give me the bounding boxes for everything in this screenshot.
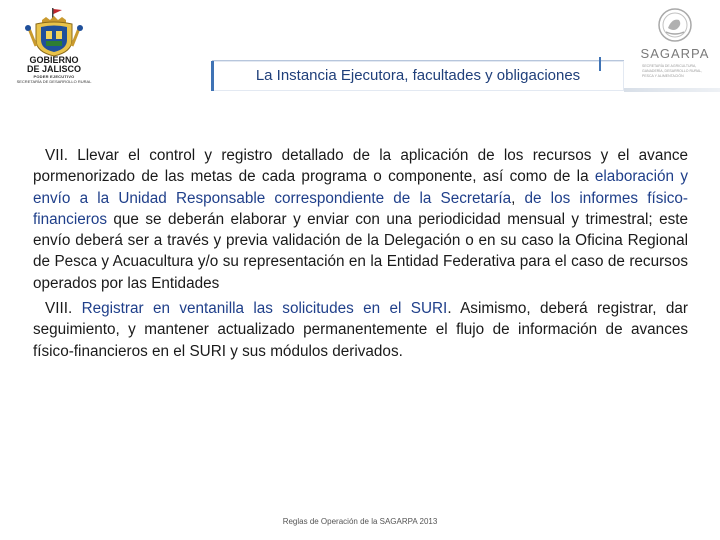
item-number-viii: VIII.: [45, 300, 73, 318]
paragraph-vii-text-2: ,: [511, 189, 525, 207]
gobierno-jalisco-logo: [6, 6, 102, 102]
logo-gobierno-text: GOBIERNO: [29, 55, 79, 65]
paragraph-viii-highlight-1: Registrar en ventanilla las solicitudes en el SURI: [72, 300, 448, 318]
paragraph-vii-highlight-1: elaboración y envío a la Unidad Responsable correspondiente de la Secretaría: [33, 168, 688, 207]
page-title: La Instancia Ejecutora, facultades y obligaciones: [255, 67, 581, 84]
logo-jalisco-text: DE JALISCO: [26, 64, 81, 74]
logo-poder-text: PODER EJECUTIVO: [33, 74, 75, 79]
sagarpa-logo: [632, 6, 718, 90]
paragraph-vii: [33, 145, 688, 294]
sagarpa-subtitle: SECRETARÍA DE AGRICULTURA, GANADERÍA, DESARROLLO RURAL, PESCA Y ALIMENTACIÓN: [642, 64, 703, 78]
item-number-vii: VII.: [45, 147, 68, 164]
sagarpa-name: SAGARPA: [640, 46, 710, 61]
paragraph-vii-text-3: que se deberán elaborar y enviar con una periodicidad mensual y trimestral; este envío deberá ser a través y previa validación de la Delegación o en su caso la Oficina Regional de Pesca y Acuacultura y/o su representación en la Entidad Federativa para el caso de recursos operados por las Entidades: [33, 210, 688, 292]
paragraph-viii: [33, 298, 688, 362]
title-banner: [212, 60, 624, 91]
jalisco-shield-icon: [6, 6, 102, 58]
paragraph-viii-text-1: . Asimismo, deberá registrar, dar seguimiento, y mantener actualizado permanentemente el flujo de información de avances físico-financieros en el SURI y sus módulos derivados.: [33, 300, 688, 360]
title-rule: [624, 88, 720, 92]
logo-secretaria-text: SECRETARÍA DE DESARROLLO RURAL: [16, 79, 92, 84]
page-footer: Reglas de Operación de la SAGARPA 2013: [282, 517, 438, 526]
paragraph-vii-text-1: Llevar el control y registro detallado de la aplicación de los recursos y el avance pormenorizado de las metas de cada programa o componente, así como de la: [33, 147, 688, 186]
main-content: [33, 145, 688, 366]
mexico-eagle-seal-icon: [632, 6, 718, 46]
paragraph-vii-highlight-2: de los informes físico-financieros: [33, 189, 689, 228]
